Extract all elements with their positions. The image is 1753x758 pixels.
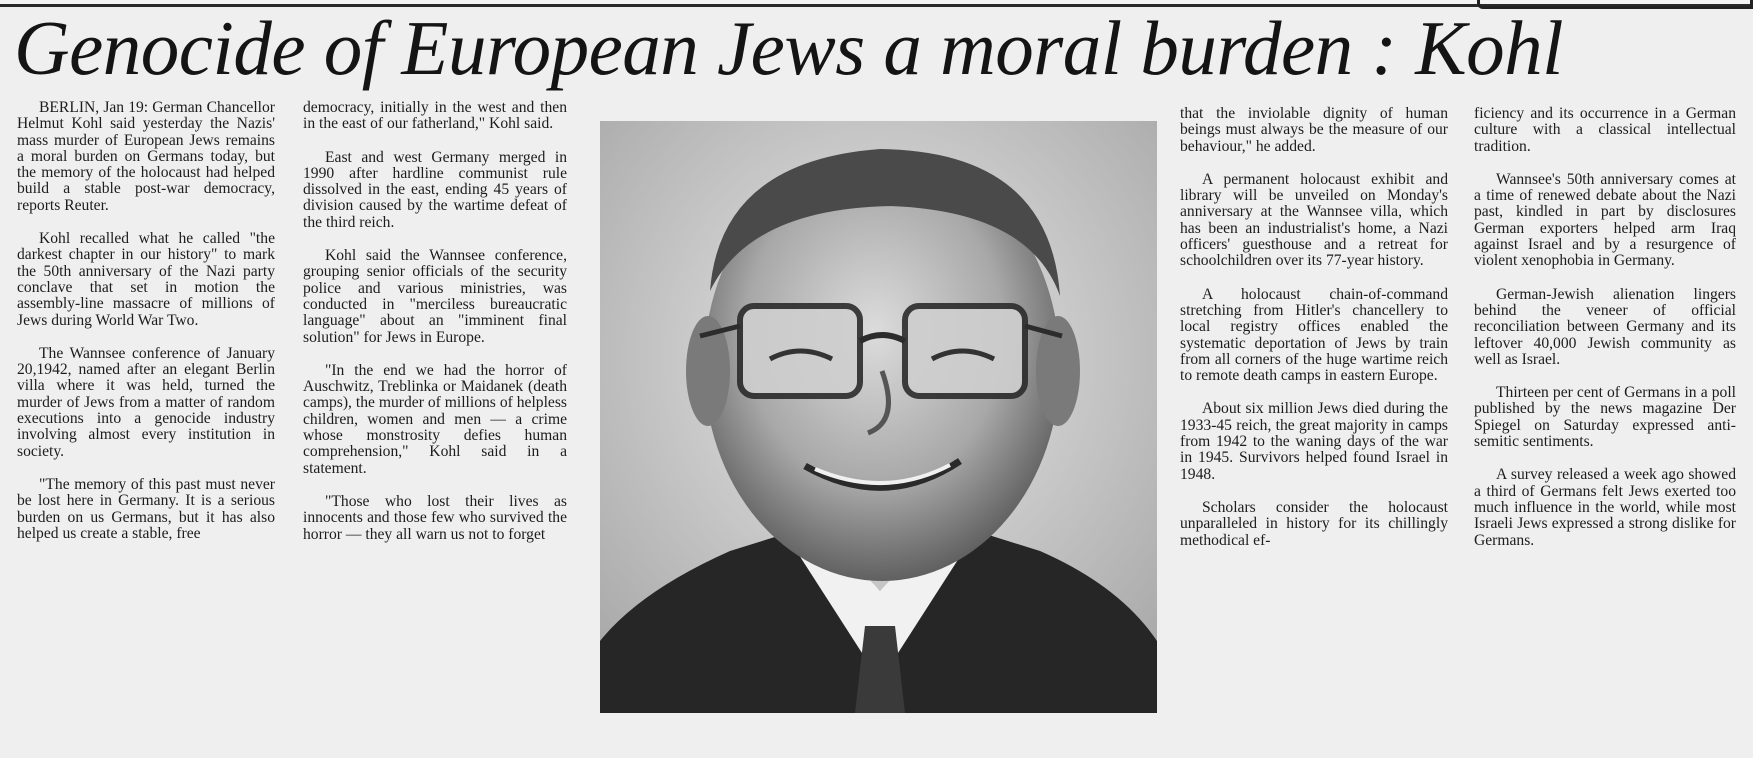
article-column-2 <box>303 100 567 543</box>
paragraph: Thirteen per cent of Germans in a poll published by the news magazine Der Spiegel on Saturday expressed anti-semitic sentiments. <box>1474 384 1736 451</box>
paragraph: ficiency and its occurrence in a German culture with a classical intellectual tradition. <box>1474 105 1736 155</box>
paragraph: A permanent holocaust exhibit and library will be unveiled on Monday's anniversary at the Wannsee villa, which has been an industrialist's home, a Nazi officers' guesthouse and a retreat for schoolchildren over its 77-year history. <box>1180 170 1448 270</box>
paragraph: East and west Germany merged in 1990 after hardline communist rule dissolved in the east, ending 45 years of division caused by the wartime defeat of the third reich. <box>303 148 567 231</box>
paragraph: A holocaust chain-of-command stretching from Hitler's chancellery to local registry offices enabled the systematic deportation of Jews by train from all corners of the huge wartime reich to remote death camps in eastern Europe. <box>1180 285 1448 385</box>
portrait-illustration <box>600 121 1157 713</box>
paragraph: Kohl recalled what he called "the darkest chapter in our history" to mark the 50th anniversary of the Nazi party conclave that set in motion the assembly-line massacre of millions of Jews during World War Two. <box>17 230 275 329</box>
paragraph: "The memory of this past must never be lost here in Germany. It is a serious burden on us Germans, but it has also helped us create a stable, free <box>17 475 275 542</box>
paragraph: The Wannsee conference of January 20,1942, named after an elegant Berlin villa where it was held, turned the murder of Jews from a matter of random executions into a genocide industry involving almost every institution in society. <box>17 344 275 460</box>
paragraph: that the inviolable dignity of human beings must always be the measure of our behaviour," he added. <box>1180 105 1448 155</box>
kohl-portrait-photo <box>600 121 1157 713</box>
article-column-3 <box>1180 106 1448 549</box>
paragraph: Wannsee's 50th anniversary comes at a time of renewed debate about the Nazi past, kindled in part by disclosures German exporters helped arm Iraq against Israel and by a resurgence of violent xenophobia in Germany. <box>1474 170 1736 270</box>
paragraph: Scholars consider the holocaust unparalleled in history for its chillingly methodical ef- <box>1180 498 1448 549</box>
article-column-1 <box>17 100 275 542</box>
paragraph: Kohl said the Wannsee conference, grouping senior officials of the security police and various ministries, was conducted in "merciless bureaucratic language" about an "imminent final solution" for Jews in Europe. <box>303 247 567 346</box>
paragraph: "In the end we had the horror of Auschwitz, Treblinka or Maidanek (death camps), the murder of millions of helpless children, women and men — a crime whose monstrosity defies human comprehension," Kohl said in a statement. <box>303 361 567 477</box>
paragraph: BERLIN, Jan 19: German Chancellor Helmut Kohl said yesterday the Nazis' mass murder of European Jews remains a moral burden on Germans today, but the memory of the holocaust had helped build a stable post-war democracy, reports Reuter. <box>17 99 275 214</box>
paragraph: "Those who lost their lives as innocents and those few who survived the horror — they all warn us not to forget <box>303 492 567 543</box>
paragraph: A survey released a week ago showed a third of Germans felt Jews exerted too much influence in the world, while most Israeli Jews expressed a strong dislike for Germans. <box>1474 466 1736 549</box>
paragraph: democracy, initially in the west and then in the east of our fatherland," Kohl said. <box>303 99 567 133</box>
headline: Genocide of European Jews a moral burden : Kohl <box>14 5 1564 91</box>
article-column-4 <box>1474 106 1736 549</box>
paragraph: About six million Jews died during the 1933-45 reich, the great majority in camps from 1942 to the waning days of the war in 1945. Survivors helped found Israel in 1948. <box>1180 400 1448 483</box>
paragraph: German-Jewish alienation lingers behind the veneer of official reconciliation between Germany and its leftover 40,000 Jewish community as well as Israel. <box>1474 285 1736 368</box>
